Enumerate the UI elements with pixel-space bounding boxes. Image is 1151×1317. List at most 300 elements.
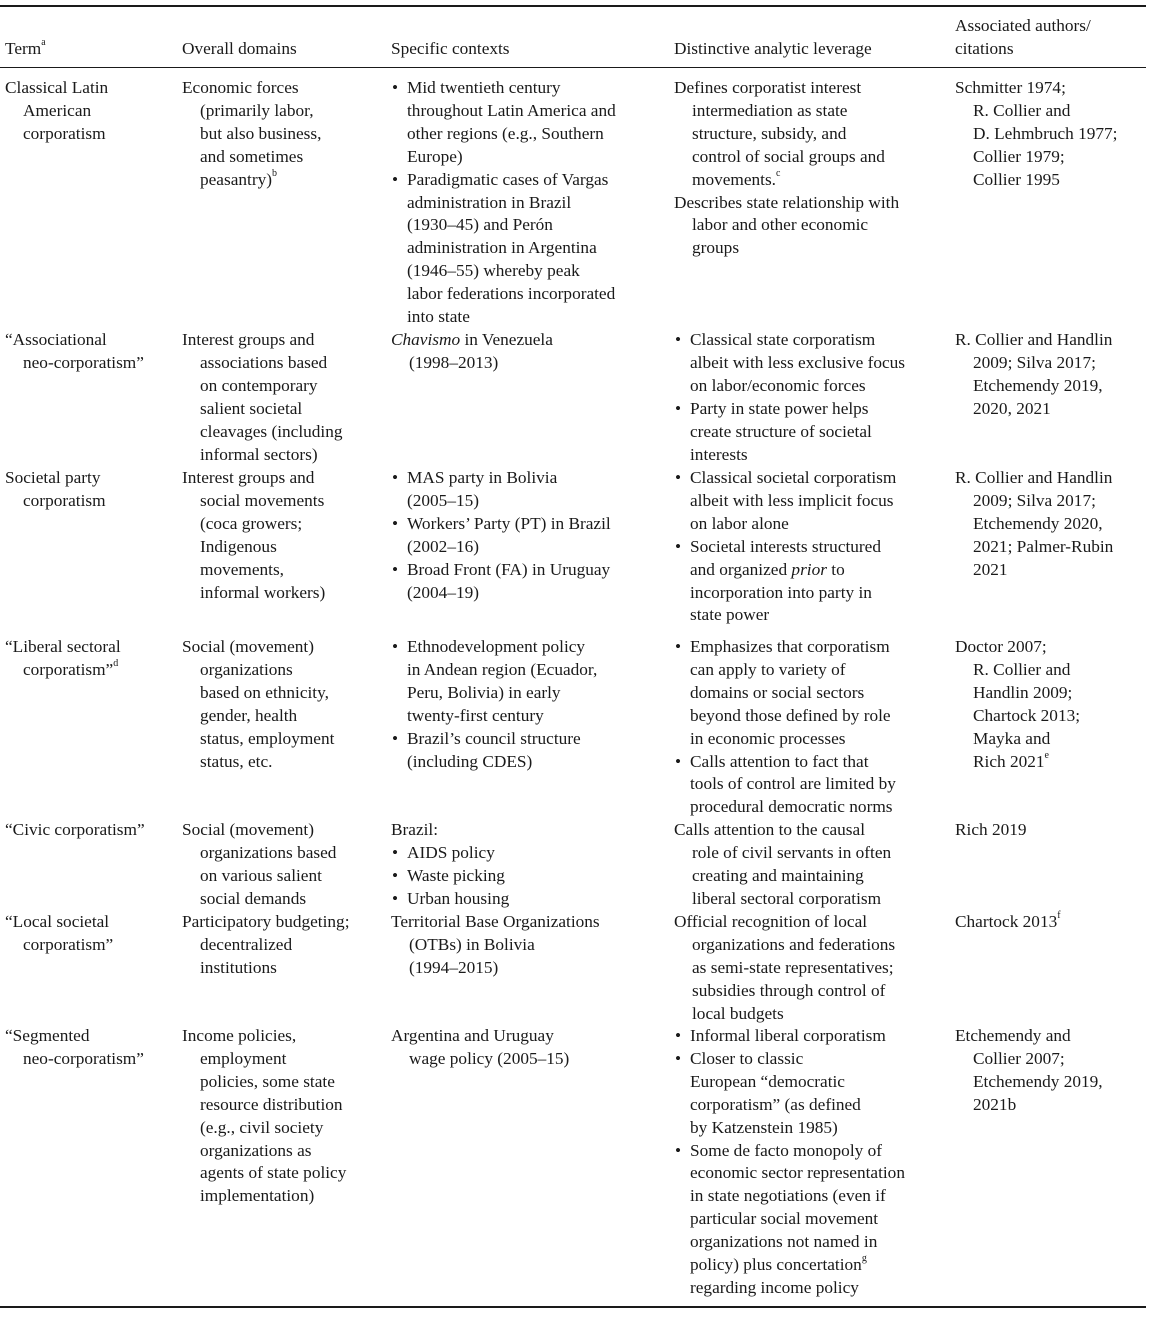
leverage-line: [674, 559, 952, 582]
leverage-bullet: [674, 636, 952, 659]
leverage-line: [674, 1254, 952, 1277]
domains-line: agents of state policy: [200, 1163, 347, 1183]
authors-line: Doctor 2007;: [955, 637, 1047, 656]
bullet-text: particular social movement: [690, 1209, 879, 1229]
bullet-text: in state negotiations (even if: [690, 1186, 886, 1206]
contexts-line: (1998–2013): [409, 352, 499, 372]
domains-cell: [182, 77, 387, 192]
domains-line: movements,: [200, 559, 284, 579]
context-line: [391, 490, 669, 513]
authors-line: Collier 1979;: [973, 146, 1065, 166]
authors-line: D. Lehmbruch 1977;: [973, 123, 1118, 143]
term-line: “Liberal sectoral: [5, 637, 121, 656]
bullet-text: European “democratic: [690, 1071, 845, 1091]
context-line: [391, 237, 669, 260]
bullet-text: administration in Brazil: [407, 192, 572, 212]
context-line: [391, 283, 669, 306]
bullet-text: Waste picking: [407, 865, 505, 885]
header-contexts: Specific contexts: [391, 39, 510, 58]
bullet-text: Closer to classic: [690, 1048, 804, 1068]
leverage-bullet: [674, 751, 952, 774]
bullet-text: twenty-first century: [407, 705, 544, 725]
bullet-text: other regions (e.g., Southern: [407, 123, 604, 143]
context-bullet: [391, 169, 669, 192]
leverage-line: [674, 705, 952, 728]
domains-line: but also business,: [200, 123, 322, 143]
domains-cell: [182, 1025, 387, 1208]
domains-line: Social (movement): [182, 820, 314, 839]
bullet-text: state power: [690, 605, 770, 625]
header-term: [5, 38, 46, 61]
domains-line: salient societal: [200, 398, 303, 418]
context-line: [391, 192, 669, 215]
header-leverage: Distinctive analytic leverage: [674, 39, 872, 58]
authors-line: Schmitter 1974;: [955, 78, 1066, 97]
leverage-line: [674, 513, 952, 536]
bullet-glyph: •: [675, 536, 682, 556]
bullet-text: into state: [407, 307, 470, 327]
leverage-line: [674, 1185, 952, 1208]
context-bullet: [391, 728, 669, 751]
contexts-cell: [391, 636, 669, 773]
context-line: [391, 751, 669, 774]
bullet-text: (1946–55) whereby peak: [407, 261, 580, 281]
term-line: “Local societal: [5, 912, 110, 931]
bullet-text: by Katzenstein 1985): [690, 1117, 838, 1137]
context-bullet: [391, 865, 669, 888]
term-line: “Associational: [5, 330, 107, 349]
authors-line: 2020, 2021: [973, 398, 1051, 418]
bullet-italic-text: prior: [791, 559, 827, 579]
domains-line: informal workers): [200, 582, 326, 602]
bullet-glyph: •: [392, 842, 399, 862]
leverage-cell: [674, 467, 952, 627]
bullet-text: Mid twentieth century: [407, 78, 561, 97]
term-line: neo-corporatism”: [23, 1048, 144, 1068]
bullet-text: (1930–45) and Perón: [407, 215, 553, 235]
authors-line-text: Rich 2021: [973, 751, 1045, 771]
leverage-line: Official recognition of local: [674, 912, 868, 931]
bullet-text: labor federations incorporated: [407, 284, 616, 304]
contexts-line: (OTBs) in Bolivia: [409, 934, 535, 954]
leverage-line: [674, 604, 952, 627]
domains-cell: [182, 329, 387, 466]
bullet-glyph: •: [392, 513, 399, 533]
authors-line: R. Collier and Handlin: [955, 330, 1113, 349]
term-line: neo-corporatism”: [23, 352, 144, 372]
contexts-heading: Brazil:: [391, 820, 439, 839]
bullet-text: Brazil’s council structure: [407, 728, 581, 748]
context-bullet: [391, 467, 669, 490]
bullet-text: Paradigmatic cases of Vargas: [407, 169, 609, 189]
bullet-text: Some de facto monopoly of: [690, 1140, 882, 1160]
bullet-text: policy) plus concertation: [690, 1255, 862, 1275]
context-line: [391, 123, 669, 146]
contexts-cell: [391, 1025, 669, 1071]
term-line: Societal party: [5, 468, 101, 487]
bullet-text: economic sector representation: [690, 1163, 905, 1183]
bullet-glyph: •: [675, 330, 682, 349]
domains-line: and sometimes: [200, 146, 304, 166]
footnote-marker-d: d: [113, 658, 119, 670]
leverage-line: [674, 796, 952, 819]
header-authors-line: Associated authors/: [955, 16, 1091, 35]
term-line: “Civic corporatism”: [5, 820, 145, 839]
context-bullet: [391, 77, 669, 100]
authors-line: Collier 1995: [973, 169, 1060, 189]
bullet-text: (2002–16): [407, 536, 479, 556]
authors-line: 2021; Palmer-Rubin: [973, 536, 1114, 556]
bullet-glyph: •: [675, 1140, 682, 1160]
leverage-line: [674, 1071, 952, 1094]
bullet-text: AIDS policy: [407, 842, 495, 862]
context-line: [391, 260, 669, 283]
domains-line: status, etc.: [200, 751, 273, 771]
leverage-line: control of social groups and: [692, 146, 885, 166]
context-bullet: [391, 888, 669, 911]
context-bullet: [391, 636, 669, 659]
authors-line: Etchemendy 2019,: [973, 375, 1103, 395]
domains-line: employment: [200, 1048, 287, 1068]
domains-line: social movements: [200, 490, 325, 510]
bullet-glyph: •: [675, 468, 682, 487]
leverage-line: [674, 169, 952, 192]
bullet-text: (2005–15): [407, 490, 479, 510]
bullet-glyph: •: [392, 888, 399, 908]
footnote-marker-g: g: [861, 1253, 867, 1265]
footnote-marker-f: f: [1057, 910, 1061, 922]
bullet-text: to: [831, 559, 845, 579]
leverage-line: [674, 728, 952, 751]
contexts-line: Argentina and Uruguay: [391, 1026, 554, 1045]
context-line: [391, 146, 669, 169]
context-line: [391, 705, 669, 728]
footnote-marker-a: a: [41, 37, 46, 49]
authors-line: 2021: [973, 559, 1008, 579]
context-line: [391, 100, 669, 123]
domains-line: Social (movement): [182, 637, 314, 656]
leverage-line: labor and other economic: [692, 215, 869, 235]
domains-cell: [182, 819, 387, 911]
bullet-text: domains or social sectors: [690, 682, 865, 702]
term-line: corporatism: [23, 490, 106, 510]
bullet-text: Calls attention to fact that: [690, 751, 869, 771]
leverage-line: structure, subsidy, and: [692, 123, 847, 143]
bullet-text: procedural democratic norms: [690, 797, 893, 817]
term-line: “Segmented: [5, 1026, 90, 1045]
bullet-text: Classical state corporatism: [690, 330, 876, 349]
term-line: [5, 659, 180, 682]
domains-line: Participatory budgeting;: [182, 912, 350, 931]
authors-line: Chartock 2013;: [973, 705, 1081, 725]
bullet-glyph: •: [392, 559, 399, 579]
term-cell: [5, 819, 180, 842]
domains-line: (coca growers;: [200, 513, 303, 533]
leverage-cell: [674, 819, 952, 911]
leverage-line: [674, 1117, 952, 1140]
header-authors: [955, 15, 1091, 61]
leverage-line: local budgets: [692, 1003, 784, 1023]
bullet-text: albeit with less exclusive focus: [690, 352, 906, 372]
header-domains: Overall domains: [182, 39, 297, 58]
domains-line: Interest groups and: [182, 330, 315, 349]
header-term-text: Term: [5, 39, 42, 58]
bullet-text: Europe): [407, 146, 463, 166]
leverage-line: [674, 582, 952, 605]
leverage-line: role of civil servants in often: [692, 842, 892, 862]
bullet-text: (including CDES): [407, 751, 533, 771]
authors-line: Etchemendy 2019,: [973, 1071, 1103, 1091]
leverage-line: groups: [692, 238, 740, 258]
leverage-bullet: [674, 329, 952, 352]
bullet-text: Broad Front (FA) in Uruguay: [407, 559, 611, 579]
leverage-line: Defines corporatist interest: [674, 78, 862, 97]
term-cell: [5, 467, 180, 513]
domains-line: (primarily labor,: [200, 100, 314, 120]
bullet-glyph: •: [675, 1026, 682, 1045]
bullet-text: tools of control are limited by: [690, 774, 896, 794]
authors-cell: [955, 636, 1151, 773]
leverage-line: [674, 444, 952, 467]
authors-cell: [955, 467, 1151, 582]
bullet-text: (2004–19): [407, 582, 479, 602]
authors-cell: [955, 77, 1151, 192]
bullet-text: can apply to variety of: [690, 659, 846, 679]
contexts-cell: [391, 819, 669, 911]
leverage-bullet: [674, 467, 952, 490]
bullet-text: beyond those defined by role: [690, 705, 891, 725]
bullet-text: Classical societal corporatism: [690, 468, 897, 487]
domains-line: [182, 169, 387, 192]
authors-line: [955, 911, 1151, 934]
leverage-line: Calls attention to the causal: [674, 820, 866, 839]
footnote-marker-e: e: [1044, 749, 1049, 761]
authors-line: Rich 2019: [955, 820, 1027, 839]
bullet-text: MAS party in Bolivia: [407, 468, 558, 487]
domains-line: Income policies,: [182, 1026, 297, 1045]
leverage-cell: [674, 1025, 952, 1300]
authors-line: R. Collier and Handlin: [955, 468, 1113, 487]
bullet-text: administration in Argentina: [407, 238, 597, 258]
domains-line: status, employment: [200, 728, 335, 748]
bullet-glyph: •: [392, 468, 399, 487]
contexts-cell: [391, 467, 669, 604]
authors-cell: [955, 911, 1151, 934]
leverage-line: [674, 375, 952, 398]
domains-line: Interest groups and: [182, 468, 315, 487]
domains-line: cleavages (including: [200, 421, 343, 441]
leverage-line: [674, 421, 952, 444]
context-line: [391, 659, 669, 682]
header-rule: [0, 67, 1146, 68]
term-line: Classical Latin: [5, 78, 109, 97]
term-cell: [5, 911, 180, 957]
bullet-text: Party in state power helps: [690, 398, 869, 418]
authors-line: R. Collier and: [973, 100, 1071, 120]
bullet-text: in Andean region (Ecuador,: [407, 659, 598, 679]
context-bullet: [391, 559, 669, 582]
leverage-line-text: movements.: [692, 169, 776, 189]
leverage-line: [674, 1162, 952, 1185]
context-line: [391, 682, 669, 705]
bullet-glyph: •: [675, 637, 682, 656]
authors-line: Etchemendy 2020,: [973, 513, 1103, 533]
bullet-text: on labor/economic forces: [690, 375, 866, 395]
leverage-line: creating and maintaining: [692, 865, 864, 885]
leverage-line: intermediation as state: [692, 100, 848, 120]
bullet-glyph: •: [392, 169, 399, 189]
leverage-line: [674, 682, 952, 705]
term-line: corporatism: [23, 123, 106, 143]
domains-cell: [182, 911, 387, 980]
leverage-line: [674, 352, 952, 375]
bullet-text: Urban housing: [407, 888, 510, 908]
bullet-text: Workers’ Party (PT) in Brazil: [407, 513, 611, 533]
context-line: [391, 582, 669, 605]
domains-line: policies, some state: [200, 1071, 335, 1091]
domains-line: Indigenous: [200, 536, 277, 556]
context-line: [391, 306, 669, 329]
leverage-bullet: [674, 536, 952, 559]
footnote-marker-c: c: [776, 167, 781, 179]
leverage-line: organizations and federations: [692, 934, 896, 954]
bullet-text: on labor alone: [690, 513, 789, 533]
leverage-line: [674, 659, 952, 682]
domains-line: on various salient: [200, 865, 322, 885]
header-authors-line: citations: [955, 38, 1014, 58]
domains-line: gender, health: [200, 705, 298, 725]
bullet-text: interests: [690, 444, 748, 464]
authors-cell: [955, 329, 1151, 421]
domains-line: resource distribution: [200, 1094, 343, 1114]
contexts-line: Territorial Base Organizations: [391, 912, 600, 931]
bullet-glyph: •: [392, 78, 399, 97]
authors-cell: [955, 1025, 1151, 1117]
authors-line: R. Collier and: [973, 659, 1071, 679]
authors-line: 2009; Silva 2017;: [973, 490, 1096, 510]
leverage-bullet: [674, 1025, 952, 1048]
bullet-glyph: •: [392, 728, 399, 748]
leverage-bullet: [674, 1140, 952, 1163]
contexts-line-text: in Venezuela: [464, 330, 553, 349]
bullet-text: corporatism” (as defined: [690, 1094, 861, 1114]
domains-line: based on ethnicity,: [200, 682, 329, 702]
top-rule: [0, 5, 1146, 7]
footnote-marker-b: b: [271, 167, 277, 179]
bullet-glyph: •: [675, 1048, 682, 1068]
contexts-line: wage policy (2005–15): [409, 1048, 570, 1068]
leverage-line: [674, 1231, 952, 1254]
bullet-text: Peru, Bolivia) in early: [407, 682, 561, 702]
contexts-cell: [391, 911, 669, 980]
bullet-text: create structure of societal: [690, 421, 872, 441]
leverage-bullet: [674, 398, 952, 421]
contexts-cell: [391, 77, 669, 329]
context-line: [391, 536, 669, 559]
domains-line: decentralized: [200, 934, 293, 954]
bullet-glyph: •: [392, 637, 399, 656]
bullet-text: Emphasizes that corporatism: [690, 637, 890, 656]
leverage-line: [674, 773, 952, 796]
leverage-line: Describes state relationship with: [674, 192, 900, 212]
leverage-line: [674, 1277, 952, 1300]
term-cell: [5, 77, 180, 146]
authors-line: Collier 2007;: [973, 1048, 1065, 1068]
domains-line: organizations: [200, 659, 293, 679]
authors-line: 2021b: [973, 1094, 1017, 1114]
term-line: American: [23, 100, 92, 120]
bullet-text: throughout Latin America and: [407, 100, 616, 120]
bullet-text: albeit with less implicit focus: [690, 490, 894, 510]
term-line-text: corporatism”: [23, 659, 114, 679]
bullet-text: organizations not named in: [690, 1232, 878, 1252]
leverage-cell: [674, 911, 952, 1026]
leverage-bullet: [674, 1048, 952, 1071]
domains-line: organizations as: [200, 1140, 312, 1160]
leverage-cell: [674, 636, 952, 819]
domains-line: Economic forces: [182, 78, 299, 97]
term-line: corporatism”: [23, 934, 114, 954]
contexts-italic-text: Chavismo: [391, 330, 461, 349]
bullet-text: incorporation into party in: [690, 582, 872, 602]
authors-line: Etchemendy and: [955, 1026, 1071, 1045]
authors-cell: [955, 819, 1151, 842]
bullet-text: Ethnodevelopment policy: [407, 637, 586, 656]
contexts-cell: [391, 329, 669, 375]
domains-line: associations based: [200, 352, 328, 372]
domains-cell: [182, 636, 387, 773]
authors-line: Mayka and: [973, 728, 1051, 748]
leverage-line: liberal sectoral corporatism: [692, 888, 882, 908]
leverage-line: [674, 1094, 952, 1117]
authors-line-text: Chartock 2013: [955, 912, 1058, 931]
context-bullet: [391, 513, 669, 536]
authors-line: [955, 751, 1151, 774]
context-bullet: [391, 842, 669, 865]
domains-line: implementation): [200, 1186, 315, 1206]
domains-line: (e.g., civil society: [200, 1117, 324, 1137]
context-line: [391, 214, 669, 237]
bullet-text: regarding income policy: [690, 1277, 859, 1297]
domains-line-text: peasantry): [200, 169, 272, 189]
authors-line: 2009; Silva 2017;: [973, 352, 1096, 372]
leverage-line: [674, 1208, 952, 1231]
domains-line: institutions: [200, 957, 277, 977]
leverage-line: subsidies through control of: [692, 980, 886, 1000]
bullet-text: Societal interests structured: [690, 536, 881, 556]
bullet-glyph: •: [392, 865, 399, 885]
bottom-rule: [0, 1306, 1146, 1308]
contexts-line: [391, 329, 669, 352]
contexts-line: (1994–2015): [409, 957, 499, 977]
term-cell: [5, 1025, 180, 1071]
term-cell: [5, 329, 180, 375]
bullet-text: in economic processes: [690, 728, 846, 748]
leverage-cell: [674, 329, 952, 466]
domains-cell: [182, 467, 387, 604]
bullet-glyph: •: [675, 751, 682, 771]
bullet-text: Informal liberal corporatism: [690, 1026, 886, 1045]
domains-line: on contemporary: [200, 375, 318, 395]
term-cell: [5, 636, 180, 682]
leverage-line: [674, 490, 952, 513]
leverage-line: as semi-state representatives;: [692, 957, 894, 977]
domains-line: social demands: [200, 888, 307, 908]
leverage-cell: [674, 77, 952, 260]
domains-line: organizations based: [200, 842, 337, 862]
domains-line: informal sectors): [200, 444, 318, 464]
bullet-glyph: •: [675, 398, 682, 418]
